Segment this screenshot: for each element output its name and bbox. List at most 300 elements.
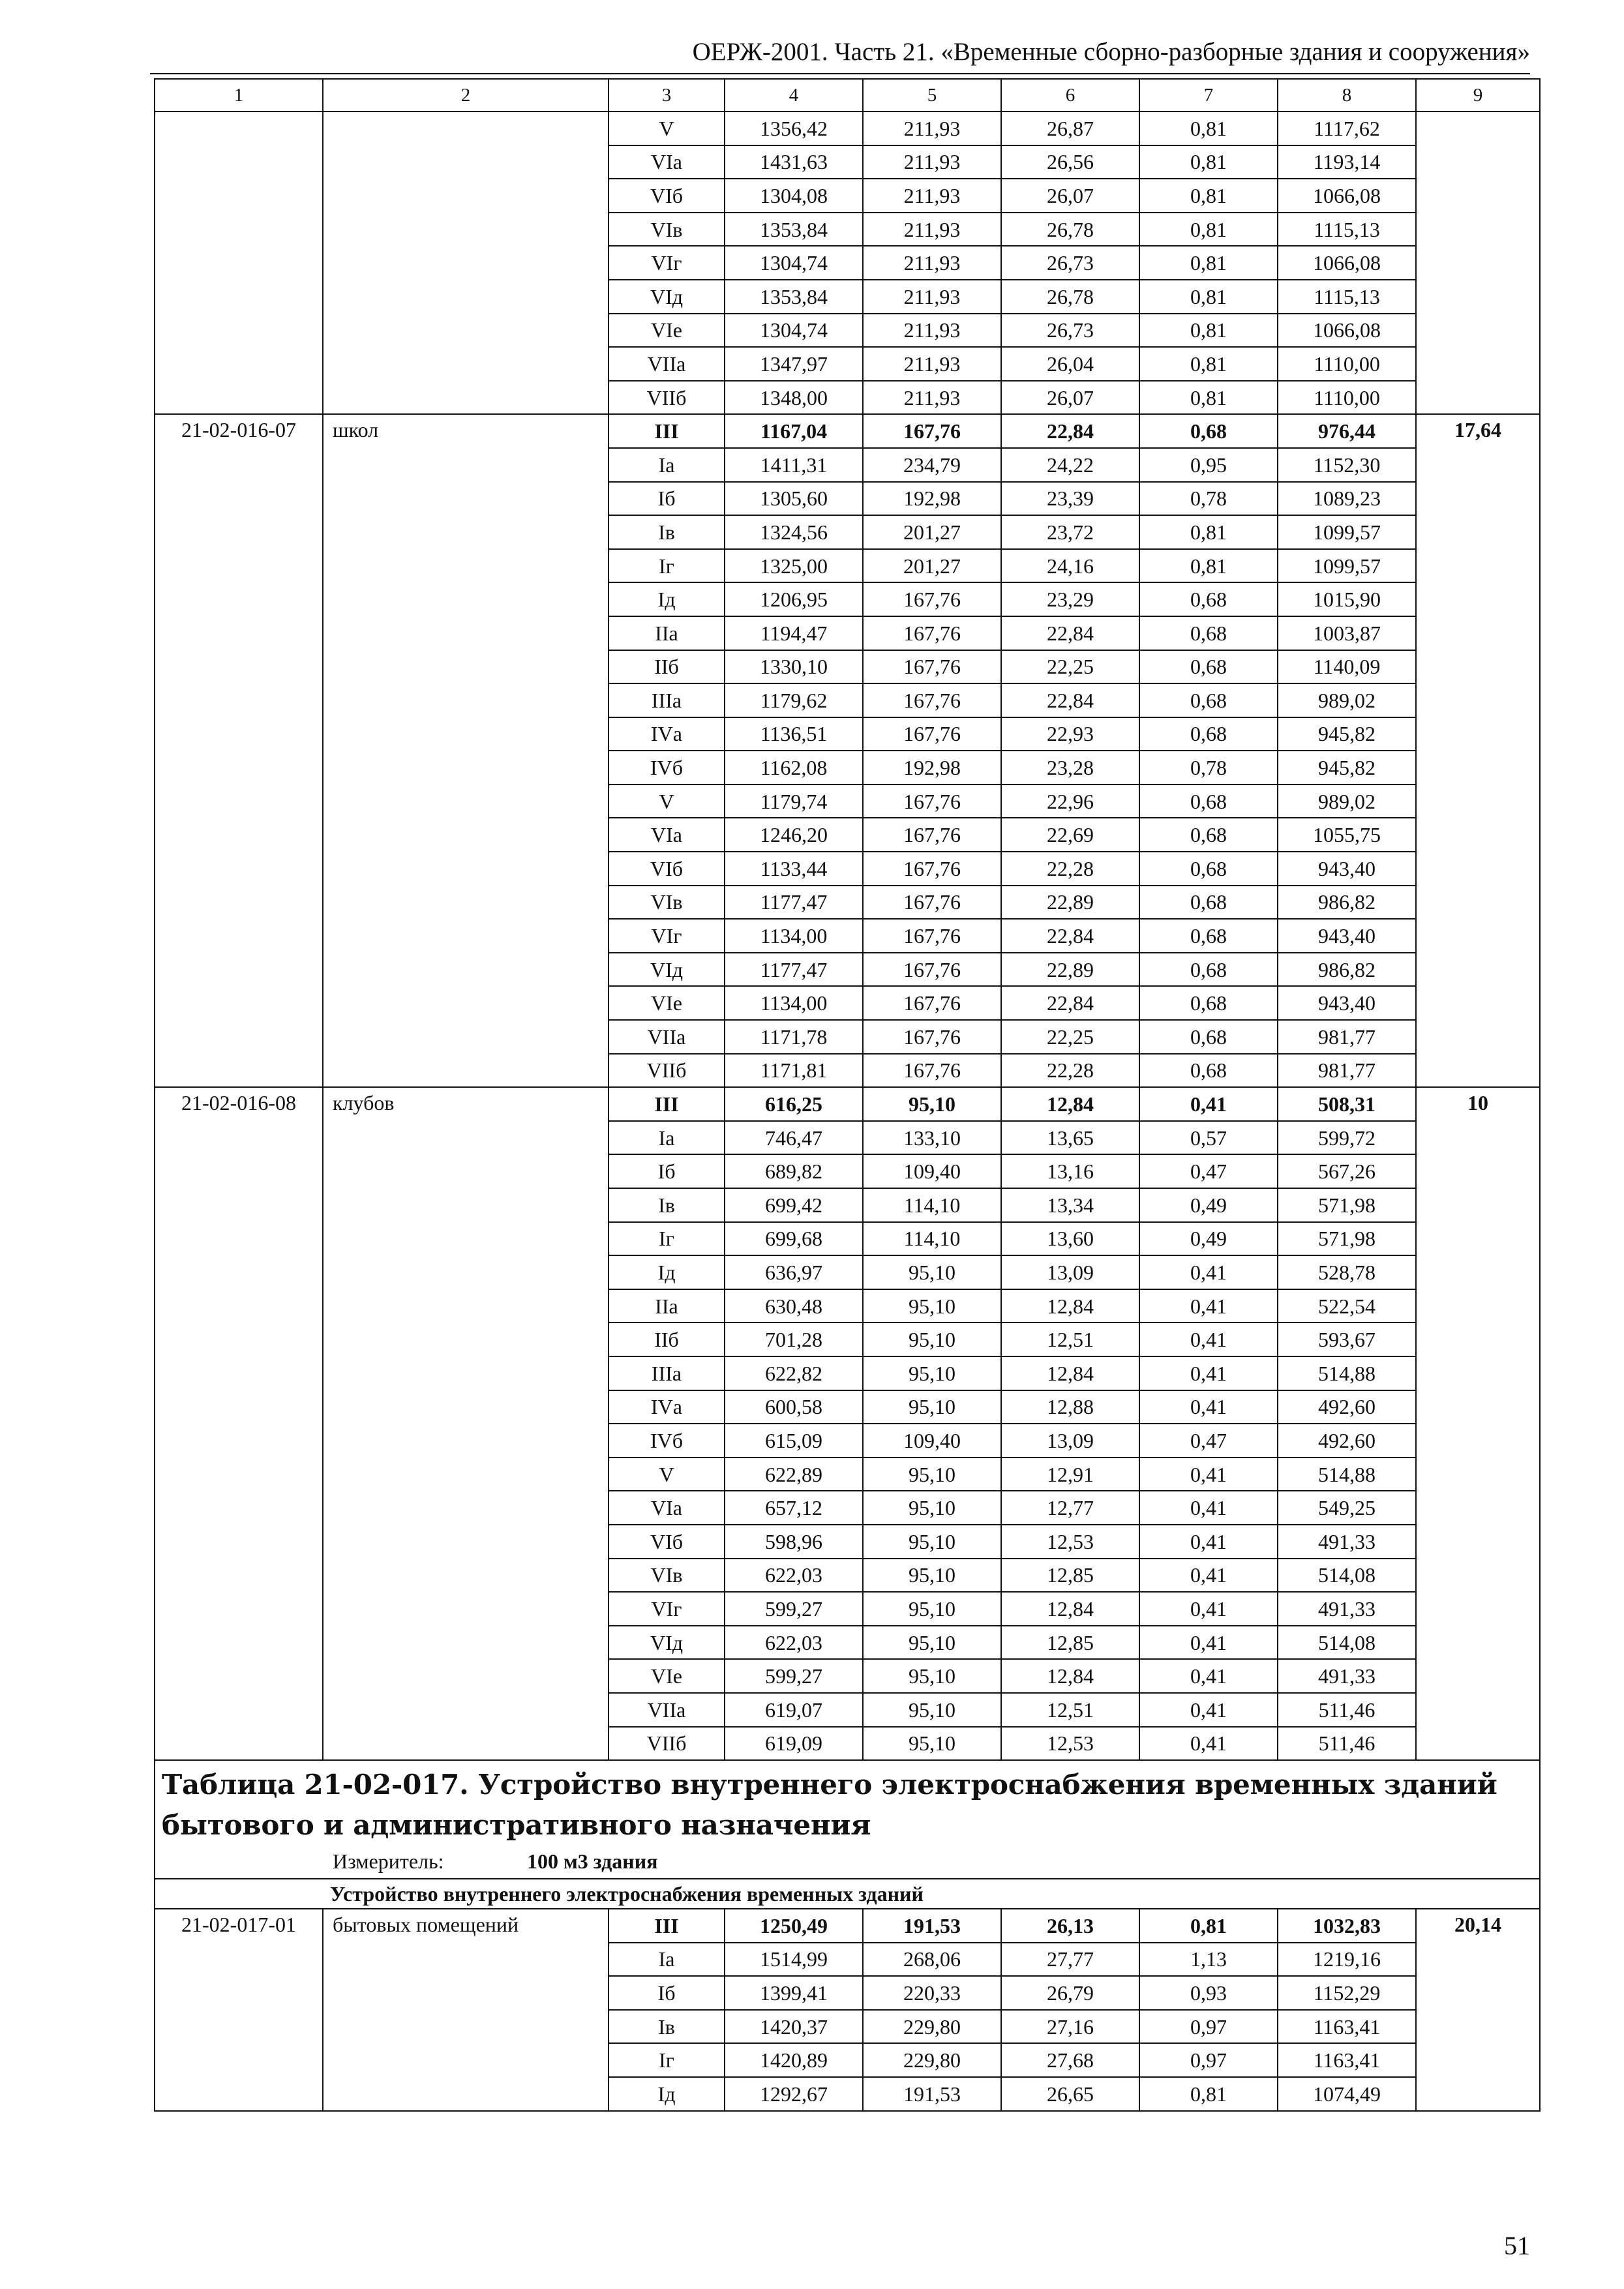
zone-cell: V [609, 785, 725, 818]
measure-line [162, 1847, 1533, 1876]
value-cell: 514,88 [1278, 1458, 1416, 1491]
subheading-row [155, 1879, 1540, 1909]
value-cell: 1348,00 [725, 381, 863, 415]
value-cell: 1089,23 [1278, 482, 1416, 516]
value-cell: 167,76 [863, 919, 1001, 953]
value-cell: 167,76 [863, 1054, 1001, 1088]
value-cell: 22,84 [1001, 616, 1139, 650]
value-cell: 12,51 [1001, 1693, 1139, 1727]
value-cell: 945,82 [1278, 751, 1416, 785]
value-cell: 0,68 [1139, 919, 1278, 953]
value-cell: 699,42 [725, 1188, 863, 1222]
value-cell: 1330,10 [725, 650, 863, 684]
value-cell: 0,47 [1139, 1154, 1278, 1188]
value-cell: 1110,00 [1278, 347, 1416, 381]
value-cell: 522,54 [1278, 1289, 1416, 1323]
zone-cell: VIг [609, 1592, 725, 1626]
value-cell: 191,53 [863, 1909, 1001, 1943]
zone-cell: VIб [609, 1525, 725, 1559]
value-cell: 211,93 [863, 213, 1001, 247]
value-cell: 1152,30 [1278, 448, 1416, 482]
value-cell: 1304,74 [725, 246, 863, 280]
value-cell: 201,27 [863, 549, 1001, 583]
value-cell: 1115,13 [1278, 280, 1416, 314]
value-cell: 13,34 [1001, 1188, 1139, 1222]
value-cell: 0,81 [1139, 2077, 1278, 2111]
value-cell: 22,25 [1001, 650, 1139, 684]
value-cell: 211,93 [863, 179, 1001, 213]
value-cell: 0,81 [1139, 381, 1278, 415]
rate-name: клубов [323, 1087, 609, 1760]
value-cell: 0,41 [1139, 1659, 1278, 1693]
value-cell: 0,81 [1139, 179, 1278, 213]
value-cell: 599,27 [725, 1592, 863, 1626]
value-cell: 636,97 [725, 1255, 863, 1289]
zone-cell: Iд [609, 582, 725, 616]
value-cell: 95,10 [863, 1323, 1001, 1356]
value-cell: 1163,41 [1278, 2010, 1416, 2044]
value-cell: 0,68 [1139, 1020, 1278, 1054]
zone-cell: Iг [609, 1222, 725, 1256]
value-cell: 23,29 [1001, 582, 1139, 616]
value-cell: 1206,95 [725, 582, 863, 616]
value-cell: 234,79 [863, 448, 1001, 482]
weight-cell: 20,14 [1416, 1909, 1540, 2111]
zone-cell: Iв [609, 515, 725, 549]
zone-cell: Iв [609, 1188, 725, 1222]
value-cell: 95,10 [863, 1592, 1001, 1626]
value-cell: 95,10 [863, 1693, 1001, 1727]
value-cell: 13,60 [1001, 1222, 1139, 1256]
value-cell: 114,10 [863, 1188, 1001, 1222]
zone-cell: VIб [609, 179, 725, 213]
value-cell: 0,68 [1139, 582, 1278, 616]
zone-cell: VIа [609, 145, 725, 179]
value-cell: 0,81 [1139, 145, 1278, 179]
value-cell: 943,40 [1278, 986, 1416, 1020]
rate-name: школ [323, 414, 609, 1087]
value-cell: 571,98 [1278, 1188, 1416, 1222]
value-cell: 12,84 [1001, 1659, 1139, 1693]
value-cell: 220,33 [863, 1976, 1001, 2010]
value-cell: 26,78 [1001, 280, 1139, 314]
value-cell: 167,76 [863, 414, 1001, 448]
value-cell: 0,81 [1139, 314, 1278, 348]
zone-cell: VIIб [609, 381, 725, 415]
value-cell: 22,93 [1001, 717, 1139, 751]
value-cell: 26,78 [1001, 213, 1139, 247]
value-cell: 1074,49 [1278, 2077, 1416, 2111]
zone-cell: IVа [609, 717, 725, 751]
value-cell: 1347,97 [725, 347, 863, 381]
value-cell: 12,53 [1001, 1727, 1139, 1761]
value-cell: 211,93 [863, 246, 1001, 280]
value-cell: 622,03 [725, 1626, 863, 1660]
value-cell: 1420,89 [725, 2043, 863, 2077]
value-cell: 1305,60 [725, 482, 863, 516]
value-cell: 619,07 [725, 1693, 863, 1727]
value-cell: 593,67 [1278, 1323, 1416, 1356]
zone-cell: IIIа [609, 683, 725, 717]
zone-cell: VIIб [609, 1054, 725, 1088]
value-cell: 23,39 [1001, 482, 1139, 516]
measure-label: Измеритель: [333, 1849, 444, 1874]
value-cell: 0,41 [1139, 1356, 1278, 1390]
value-cell: 0,41 [1139, 1289, 1278, 1323]
zone-cell: V [609, 112, 725, 145]
zone-cell: VIе [609, 986, 725, 1020]
value-cell: 1304,08 [725, 179, 863, 213]
value-cell: 22,28 [1001, 852, 1139, 886]
value-cell: 1399,41 [725, 1976, 863, 2010]
value-cell: 622,03 [725, 1559, 863, 1593]
zone-cell: VIе [609, 1659, 725, 1693]
value-cell: 491,33 [1278, 1592, 1416, 1626]
value-cell: 167,76 [863, 986, 1001, 1020]
value-cell: 26,04 [1001, 347, 1139, 381]
value-cell: 0,68 [1139, 414, 1278, 448]
value-cell: 1152,29 [1278, 1976, 1416, 2010]
zone-cell: IVб [609, 1424, 725, 1458]
value-cell: 0,41 [1139, 1255, 1278, 1289]
zone-cell: Iд [609, 2077, 725, 2111]
value-cell: 12,84 [1001, 1087, 1139, 1121]
value-cell: 192,98 [863, 482, 1001, 516]
zone-cell: III [609, 414, 725, 448]
value-cell: 943,40 [1278, 852, 1416, 886]
rate-name: бытовых помещений [323, 1909, 609, 2111]
value-cell: 514,08 [1278, 1559, 1416, 1593]
value-cell: 23,72 [1001, 515, 1139, 549]
value-cell: 167,76 [863, 650, 1001, 684]
value-cell: 598,96 [725, 1525, 863, 1559]
value-cell: 0,81 [1139, 1909, 1278, 1943]
value-cell: 27,68 [1001, 2043, 1139, 2077]
rate-code: 21-02-017-01 [155, 1909, 323, 2111]
running-header: ОЕРЖ-2001. Часть 21. «Временные сборно-разборные здания и сооружения» [692, 38, 1530, 66]
value-cell: 22,84 [1001, 414, 1139, 448]
table-title: Таблица 21-02-017. Устройство внутреннего электроснабжения временных зданий бытового и административного назначения [162, 1769, 1497, 1842]
value-cell: 989,02 [1278, 785, 1416, 818]
value-cell: 615,09 [725, 1424, 863, 1458]
value-cell: 1,13 [1139, 1943, 1278, 1977]
zone-cell: VIа [609, 1491, 725, 1525]
value-cell: 1193,14 [1278, 145, 1416, 179]
value-cell: 0,41 [1139, 1390, 1278, 1424]
value-cell: 511,46 [1278, 1727, 1416, 1761]
value-cell: 95,10 [863, 1559, 1001, 1593]
value-cell: 26,07 [1001, 179, 1139, 213]
value-cell: 95,10 [863, 1626, 1001, 1660]
value-cell: 26,65 [1001, 2077, 1139, 2111]
value-cell: 12,85 [1001, 1626, 1139, 1660]
value-cell: 167,76 [863, 818, 1001, 852]
value-cell: 0,93 [1139, 1976, 1278, 2010]
value-cell: 0,68 [1139, 986, 1278, 1020]
zone-cell: VIIб [609, 1727, 725, 1761]
value-cell: 95,10 [863, 1491, 1001, 1525]
value-cell: 95,10 [863, 1356, 1001, 1390]
value-cell: 95,10 [863, 1289, 1001, 1323]
value-cell: 95,10 [863, 1087, 1001, 1121]
value-cell: 0,41 [1139, 1559, 1278, 1593]
value-cell: 1110,00 [1278, 381, 1416, 415]
zone-cell: IVб [609, 751, 725, 785]
value-cell: 0,41 [1139, 1592, 1278, 1626]
value-cell: 1356,42 [725, 112, 863, 145]
value-cell: 229,80 [863, 2043, 1001, 2077]
value-cell: 95,10 [863, 1659, 1001, 1693]
value-cell: 1246,20 [725, 818, 863, 852]
zone-cell: VIг [609, 246, 725, 280]
page-number: 51 [1504, 2231, 1530, 2260]
value-cell: 26,07 [1001, 381, 1139, 415]
value-cell: 0,68 [1139, 953, 1278, 987]
value-cell: 0,68 [1139, 785, 1278, 818]
value-cell: 12,85 [1001, 1559, 1139, 1593]
zone-cell: VIIа [609, 1693, 725, 1727]
value-cell: 630,48 [725, 1289, 863, 1323]
value-cell: 109,40 [863, 1424, 1001, 1458]
value-cell: 1003,87 [1278, 616, 1416, 650]
value-cell: 167,76 [863, 852, 1001, 886]
value-cell: 1179,62 [725, 683, 863, 717]
zone-cell: Iг [609, 2043, 725, 2077]
value-cell: 989,02 [1278, 683, 1416, 717]
value-cell: 95,10 [863, 1458, 1001, 1491]
value-cell: 12,84 [1001, 1289, 1139, 1323]
value-cell: 0,41 [1139, 1458, 1278, 1491]
value-cell: 191,53 [863, 2077, 1001, 2111]
price-table-body [155, 79, 1540, 2111]
value-cell: 192,98 [863, 751, 1001, 785]
value-cell: 211,93 [863, 112, 1001, 145]
value-cell: 1353,84 [725, 213, 863, 247]
value-cell: 1066,08 [1278, 314, 1416, 348]
value-cell: 0,81 [1139, 347, 1278, 381]
value-cell: 514,08 [1278, 1626, 1416, 1660]
zone-cell: III [609, 1909, 725, 1943]
value-cell: 1163,41 [1278, 2043, 1416, 2077]
table-row [155, 112, 1540, 145]
value-cell: 0,95 [1139, 448, 1278, 482]
value-cell: 133,10 [863, 1121, 1001, 1155]
value-cell: 1167,04 [725, 414, 863, 448]
zone-cell: Iб [609, 1976, 725, 2010]
value-cell: 514,88 [1278, 1356, 1416, 1390]
value-cell: 22,25 [1001, 1020, 1139, 1054]
value-cell: 986,82 [1278, 886, 1416, 920]
value-cell: 167,76 [863, 1020, 1001, 1054]
zone-cell: VIв [609, 213, 725, 247]
rate-code: 21-02-016-08 [155, 1087, 323, 1760]
zone-cell: Iа [609, 1943, 725, 1977]
value-cell: 211,93 [863, 347, 1001, 381]
value-cell: 0,68 [1139, 717, 1278, 751]
zone-cell: VIIа [609, 347, 725, 381]
value-cell: 986,82 [1278, 953, 1416, 987]
value-cell: 0,41 [1139, 1693, 1278, 1727]
value-cell: 0,68 [1139, 616, 1278, 650]
value-cell: 27,16 [1001, 2010, 1139, 2044]
column-header: 2 [323, 79, 609, 112]
value-cell: 24,16 [1001, 549, 1139, 583]
value-cell: 1353,84 [725, 280, 863, 314]
value-cell: 211,93 [863, 280, 1001, 314]
column-header: 8 [1278, 79, 1416, 112]
value-cell: 528,78 [1278, 1255, 1416, 1289]
value-cell: 600,58 [725, 1390, 863, 1424]
zone-cell: IIIа [609, 1356, 725, 1390]
zone-cell: VIд [609, 280, 725, 314]
value-cell: 26,56 [1001, 145, 1139, 179]
measure-value: 100 м3 здания [527, 1849, 658, 1874]
zone-cell: VIд [609, 953, 725, 987]
zone-cell: VIв [609, 886, 725, 920]
zone-cell: Iа [609, 1121, 725, 1155]
zone-cell: IIб [609, 650, 725, 684]
value-cell: 13,65 [1001, 1121, 1139, 1155]
column-header: 6 [1001, 79, 1139, 112]
value-cell: 201,27 [863, 515, 1001, 549]
value-cell: 508,31 [1278, 1087, 1416, 1121]
value-cell: 167,76 [863, 683, 1001, 717]
rate-code [155, 112, 323, 414]
zone-cell: IIа [609, 616, 725, 650]
value-cell: 1420,37 [725, 2010, 863, 2044]
value-cell: 1411,31 [725, 448, 863, 482]
value-cell: 492,60 [1278, 1390, 1416, 1424]
value-cell: 1136,51 [725, 717, 863, 751]
value-cell: 1219,16 [1278, 1943, 1416, 1977]
value-cell: 13,09 [1001, 1424, 1139, 1458]
value-cell: 0,41 [1139, 1626, 1278, 1660]
value-cell: 571,98 [1278, 1222, 1416, 1256]
zone-cell: VIа [609, 818, 725, 852]
rate-code: 21-02-016-07 [155, 414, 323, 1087]
value-cell: 22,69 [1001, 818, 1139, 852]
value-cell: 976,44 [1278, 414, 1416, 448]
value-cell: 211,93 [863, 381, 1001, 415]
value-cell: 1179,74 [725, 785, 863, 818]
value-cell: 567,26 [1278, 1154, 1416, 1188]
value-cell: 114,10 [863, 1222, 1001, 1256]
value-cell: 0,41 [1139, 1087, 1278, 1121]
value-cell: 26,79 [1001, 1976, 1139, 2010]
value-cell: 619,09 [725, 1727, 863, 1761]
value-cell: 12,84 [1001, 1592, 1139, 1626]
zone-cell: IIа [609, 1289, 725, 1323]
value-cell: 0,49 [1139, 1188, 1278, 1222]
value-cell: 1140,09 [1278, 650, 1416, 684]
column-header: 4 [725, 79, 863, 112]
value-cell: 746,47 [725, 1121, 863, 1155]
value-cell: 1250,49 [725, 1909, 863, 1943]
value-cell: 1099,57 [1278, 549, 1416, 583]
value-cell: 0,41 [1139, 1727, 1278, 1761]
value-cell: 549,25 [1278, 1491, 1416, 1525]
value-cell: 22,84 [1001, 683, 1139, 717]
value-cell: 0,41 [1139, 1491, 1278, 1525]
value-cell: 167,76 [863, 785, 1001, 818]
value-cell: 1133,44 [725, 852, 863, 886]
value-cell: 1177,47 [725, 953, 863, 987]
value-cell: 1066,08 [1278, 246, 1416, 280]
table-row [155, 414, 1540, 448]
value-cell: 95,10 [863, 1390, 1001, 1424]
table-title-cell [155, 1760, 1540, 1879]
value-cell: 167,76 [863, 717, 1001, 751]
value-cell: 0,68 [1139, 818, 1278, 852]
table-title-row [155, 1760, 1540, 1879]
value-cell: 599,27 [725, 1659, 863, 1693]
value-cell: 1117,62 [1278, 112, 1416, 145]
zone-cell: Iа [609, 448, 725, 482]
value-cell: 599,72 [1278, 1121, 1416, 1155]
zone-cell: VIе [609, 314, 725, 348]
value-cell: 211,93 [863, 314, 1001, 348]
value-cell: 22,84 [1001, 919, 1139, 953]
value-cell: 22,89 [1001, 886, 1139, 920]
value-cell: 1099,57 [1278, 515, 1416, 549]
value-cell: 622,89 [725, 1458, 863, 1491]
value-cell: 981,77 [1278, 1020, 1416, 1054]
value-cell: 26,87 [1001, 112, 1139, 145]
value-cell: 0,41 [1139, 1323, 1278, 1356]
value-cell: 1431,63 [725, 145, 863, 179]
value-cell: 511,46 [1278, 1693, 1416, 1727]
header-rule [150, 73, 1530, 74]
value-cell: 0,81 [1139, 213, 1278, 247]
weight-cell: 17,64 [1416, 414, 1540, 1087]
zone-cell: V [609, 1458, 725, 1491]
value-cell: 0,47 [1139, 1424, 1278, 1458]
zone-cell: Iб [609, 482, 725, 516]
value-cell: 1325,00 [725, 549, 863, 583]
value-cell: 1194,47 [725, 616, 863, 650]
value-cell: 1171,78 [725, 1020, 863, 1054]
zone-cell: VIд [609, 1626, 725, 1660]
zone-cell: VIIа [609, 1020, 725, 1054]
value-cell: 1177,47 [725, 886, 863, 920]
table-row [155, 1087, 1540, 1121]
zone-cell: VIб [609, 852, 725, 886]
value-cell: 22,96 [1001, 785, 1139, 818]
value-cell: 167,76 [863, 886, 1001, 920]
value-cell: 26,13 [1001, 1909, 1139, 1943]
value-cell: 22,28 [1001, 1054, 1139, 1088]
value-cell: 109,40 [863, 1154, 1001, 1188]
value-cell: 657,12 [725, 1491, 863, 1525]
value-cell: 26,73 [1001, 314, 1139, 348]
value-cell: 0,97 [1139, 2043, 1278, 2077]
value-cell: 23,28 [1001, 751, 1139, 785]
value-cell: 1171,81 [725, 1054, 863, 1088]
value-cell: 0,81 [1139, 280, 1278, 314]
price-table [154, 78, 1541, 2112]
value-cell: 491,33 [1278, 1525, 1416, 1559]
value-cell: 1292,67 [725, 2077, 863, 2111]
value-cell: 701,28 [725, 1323, 863, 1356]
value-cell: 492,60 [1278, 1424, 1416, 1458]
value-cell: 1066,08 [1278, 179, 1416, 213]
value-cell: 0,81 [1139, 112, 1278, 145]
value-cell: 491,33 [1278, 1659, 1416, 1693]
value-cell: 27,77 [1001, 1943, 1139, 1977]
value-cell: 699,68 [725, 1222, 863, 1256]
value-cell: 0,68 [1139, 683, 1278, 717]
value-cell: 0,78 [1139, 482, 1278, 516]
